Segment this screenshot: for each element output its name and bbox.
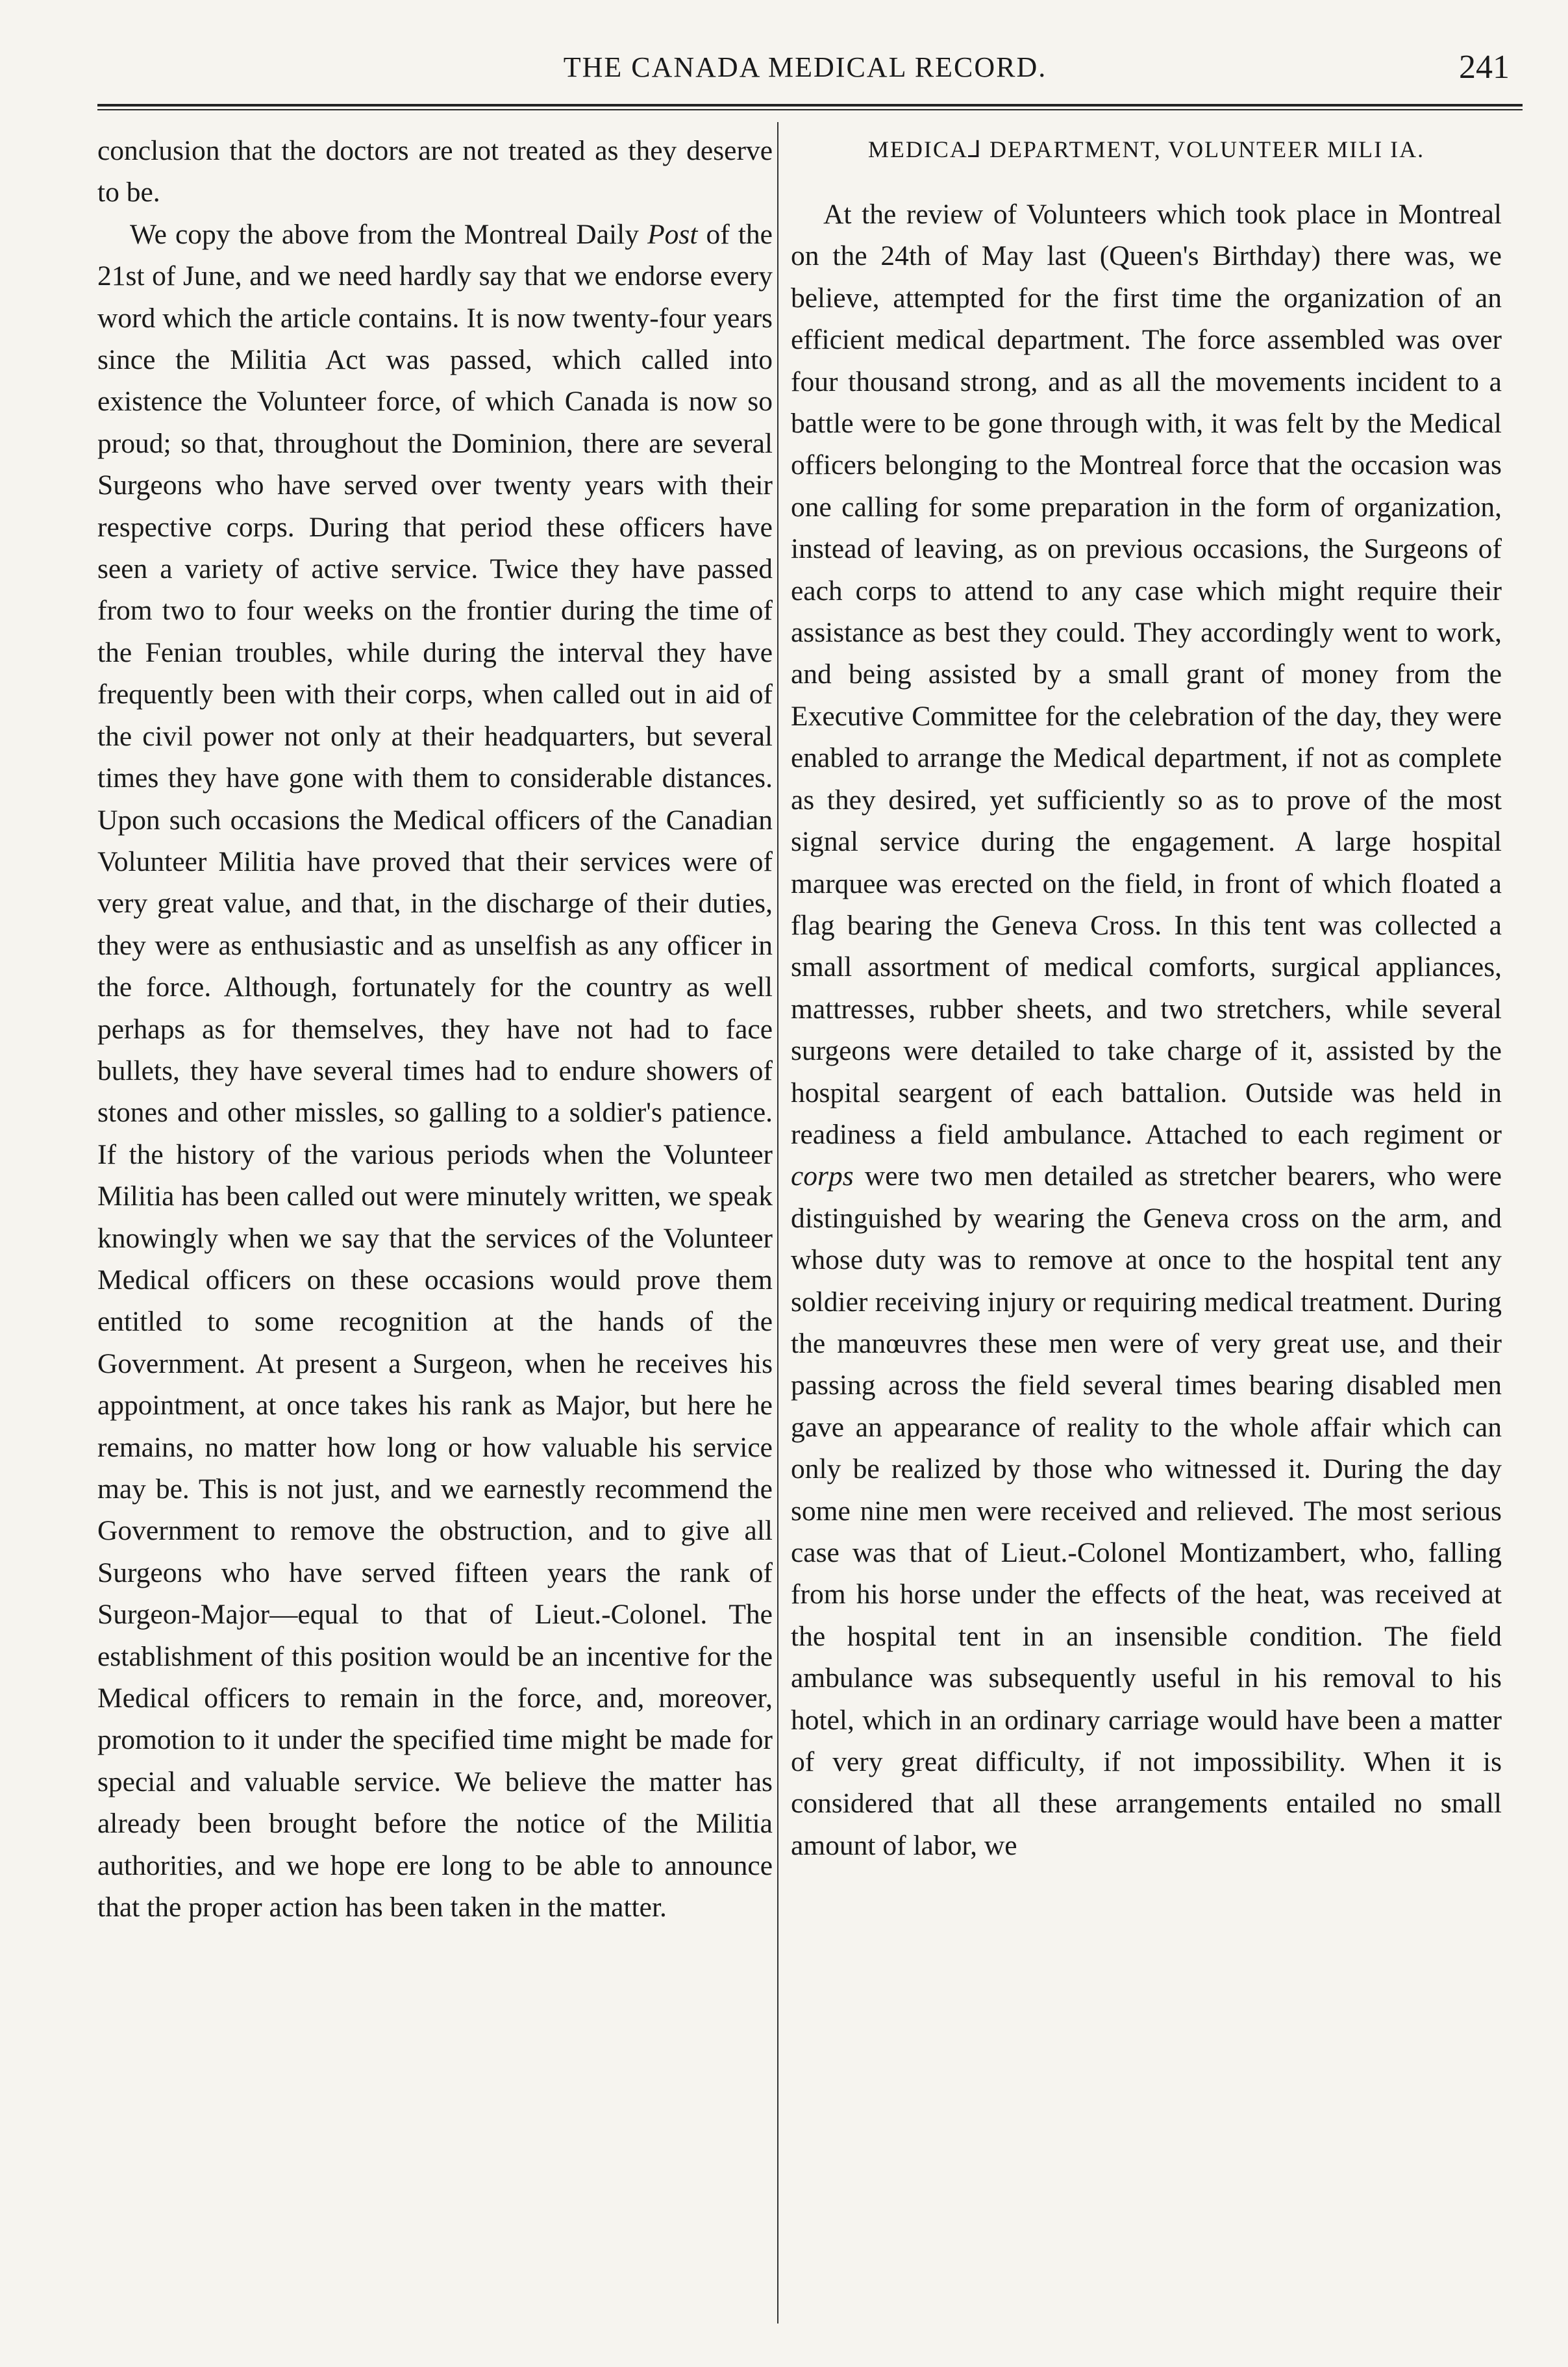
page-number: 241 xyxy=(1459,49,1510,86)
italic-term: corps xyxy=(791,1160,854,1192)
left-column xyxy=(97,130,773,2331)
article-paragraph xyxy=(791,194,1502,1866)
running-title: THE CANADA MEDICAL RECORD. xyxy=(563,51,1047,83)
right-column xyxy=(791,130,1502,2331)
section-heading: MEDICA⅃ DEPARTMENT, VOLUNTEER MILI IA. xyxy=(867,136,1425,162)
header-rule-secondary xyxy=(97,109,1523,110)
continuation-paragraph: conclusion that the doctors are not treated as they deserve to be. xyxy=(97,135,773,208)
paragraph-text-b: were two men detailed as stretcher bearers, who were distinguished by wearing the Geneva cross on the arm, and whose duty was to remove at once to the hospital tent any soldier receiving injury or requiring medical treatment. During the manœuvres these men were of very great use, and their passing across the field several times bearing disabled men gave an appearance of reality to the whole affair which can only be realized by those who witnessed it. During the day some nine men were received and relieved. The most serious case was that of Lieut.-Colonel Montizambert, who, falling from his horse under the effects of the heat, was received at the hospital tent in an insensible condition. The field ambulance was subsequently useful in his removal to his hotel, which in an ordinary carriage would have been a matter of very great difficulty, if not impossibility. When it is considered that all these arrangements entailed no small amount of labor, we xyxy=(791,1160,1502,1861)
paragraph-text-a: At the review of Volunteers which took place in Montreal on the 24th of May last (Queen's Birthday) there was, we believe, attempted for the first time the organization of an efficient medical department. The force assembled was over four thousand strong, and as all the movements incident to a battle were to be gone through with, it was felt by the Medical officers belonging to the Montreal force that the occasion was one calling for some preparation in the form of organization, instead of leaving, as on previous occasions, the Surgeons of each corps to attend to any case which might require their assistance as best they could. They accordingly went to work, and being assisted by a small grant of money from the Executive Committee for the celebration of the day, they were enabled to arrange the Medical department, if not as complete as they desired, yet sufficiently so as to prove of the most signal service during the engagement. A large hospital marquee was erected on the field, in front of which floated a flag bearing the Geneva Cross. In this tent was collected a small assortment of medical comforts, surgical appliances, mattresses, rubber sheets, and two stretchers, while several surgeons were detailed to take charge of it, assisted by the hospital seargent of each battalion. Outside was held in readiness a field ambulance. Attached to each regiment or xyxy=(791,199,1502,1150)
paragraph-text-a: We copy the above from the Montreal Daily xyxy=(130,218,648,250)
editorial-paragraph xyxy=(97,214,773,1929)
header-rule xyxy=(97,104,1523,106)
paragraph-text-b: of the 21st of June, and we need hardly say that we endorse every word which the article contains. It is now twenty-four years since the Militia Act was passed, which called into existence the Volunteer force, of which Canada is now so proud; so that, throughout the Dominion, there are several Surgeons who have served over twenty years with their respective corps. During that period these officers have seen a variety of active service. Twice they have passed from two to four weeks on the frontier during the time of the Fenian troubles, while during the interval they have frequently been with their corps, when called out in aid of the civil power not only at their headquarters, but several times they have gone with them to considerable distances. Upon such occasions the Medical officers of the Canadian Volunteer Militia have proved that their services were of very great value, and that, in the discharge of their duties, they were as enthusiastic and as unselfish as any officer in the force. Although, fortunately for the country as well perhaps as for themselves, they have not had to face bullets, they have several times had to endure showers of stones and other missles, so galling to a soldier's patience. If the history of the various periods when the Volunteer Militia has been called out were minutely written, we speak knowingly when we say that the services of the Volunteer Medical officers on these occasions would prove them entitled to some recognition at the hands of the Government. At present a Surgeon, when he receives his appointment, at once takes his rank as Major, but here he remains, no matter how long or how valuable his service may be. This is not just, and we earnestly recommend the Government to remove the obstruction, and to give all Surgeons who have served fifteen years the rank of Surgeon-Major—equal to that of Lieut.-Colonel. The establishment of this position would be an incentive for the Medical officers to remain in the force, and, moreover, promotion to it under the specified time might be made for special and valuable service. We believe the matter has already been brought before the notice of the Militia authorities, and we hope ere long to be able to announce that the proper action has been taken in the matter. xyxy=(97,218,773,1923)
newspaper-name: Post xyxy=(647,218,698,250)
page-header xyxy=(45,44,1523,103)
column-divider xyxy=(777,122,778,2323)
